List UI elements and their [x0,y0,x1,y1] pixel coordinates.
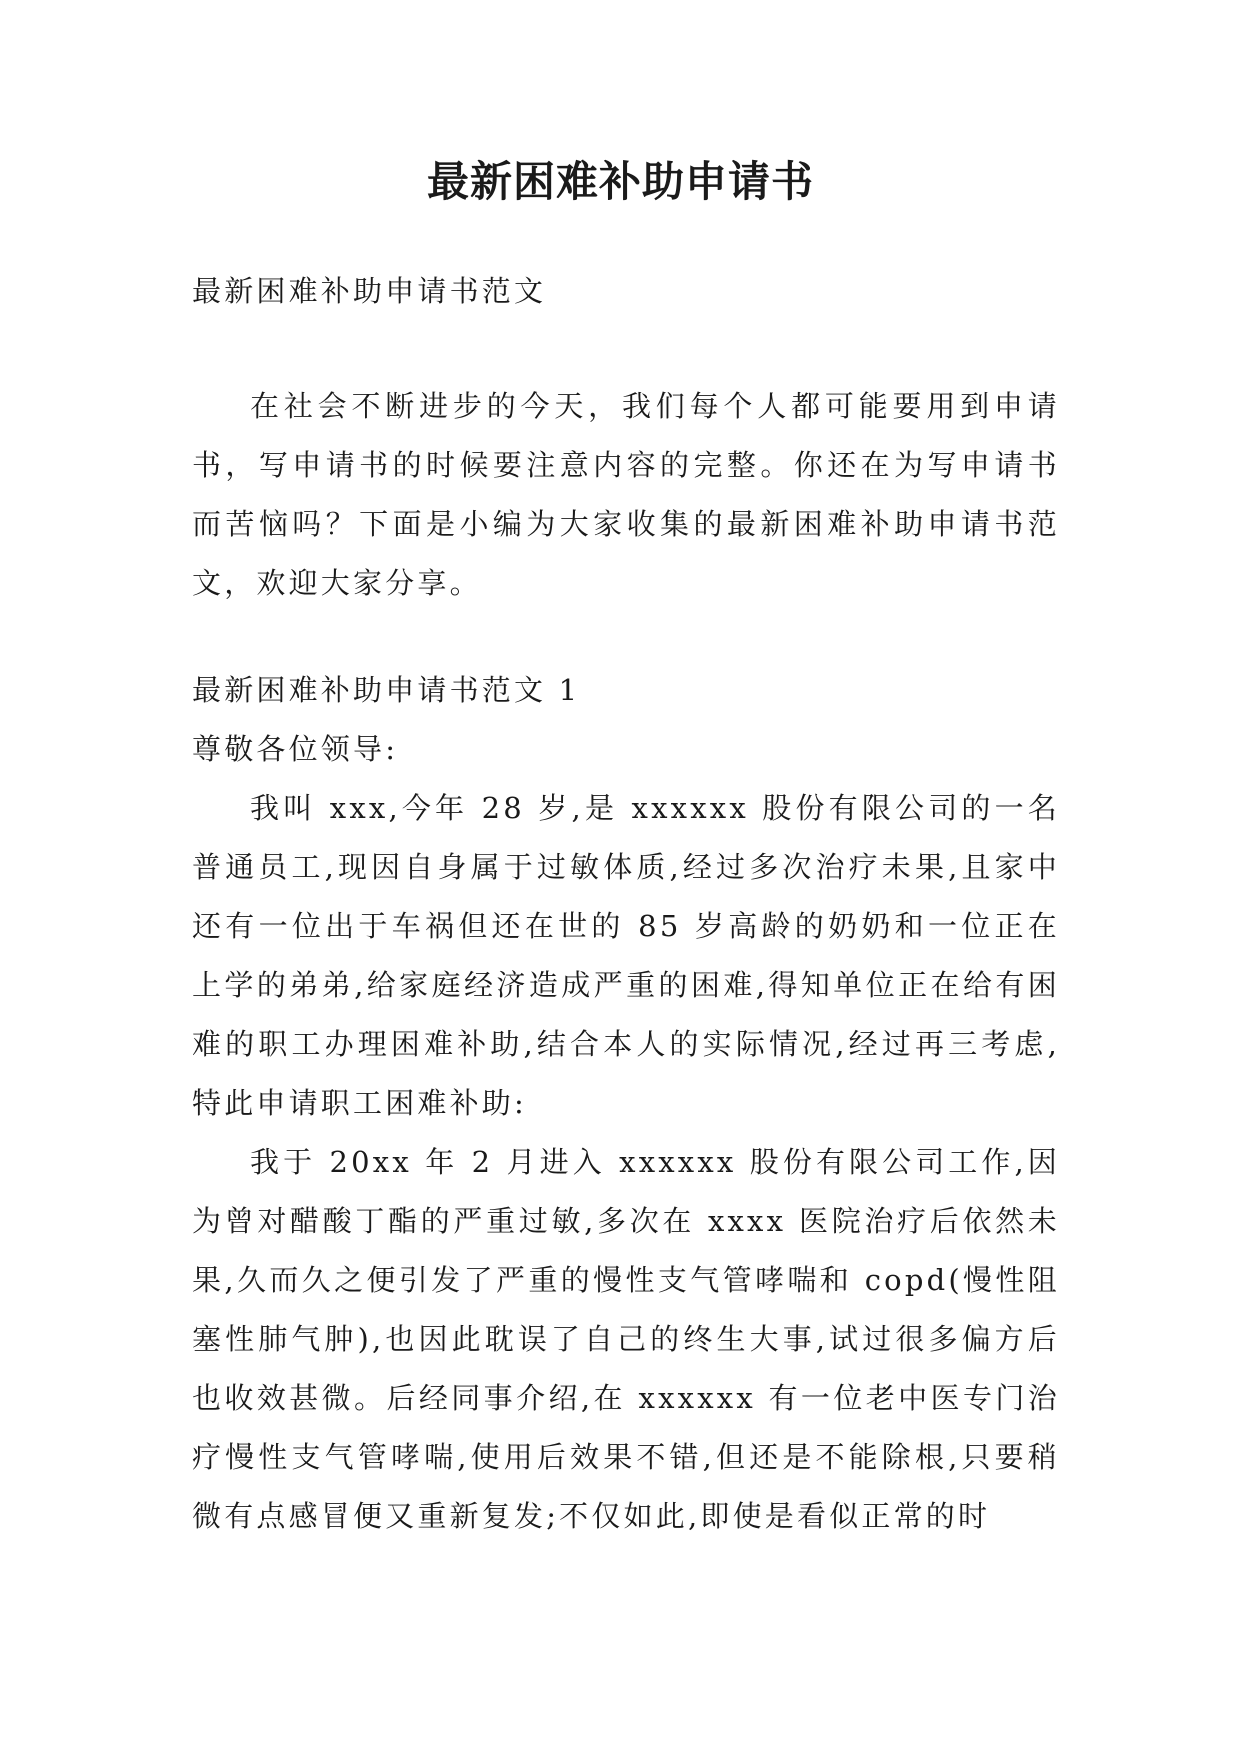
section-heading: 最新困难补助申请书范文 1 [192,673,581,707]
body-paragraph-2: 我于 20xx 年 2 月进入 xxxxxx 股份有限公司工作,因为曾对醋酸丁酯的严重过敏,多次在 xxxx 医院治疗后依然未果,久而久之便引发了严重的慢性支气管哮喘和 copd(慢性阻塞性肺气肿),也因此耽误了自己的终生大事,试过很多偏方后也收效甚微。后经同事介绍,在 xxxxxx 有一位老中医专门治疗慢性支气管哮喘,使用后效果不错,但还是不能除根,只要稍微有点感冒便又重新复发;不仅如此,即使是看似正常的时 [192,1145,1060,1533]
body-paragraph-1: 我叫 xxx,今年 28 岁,是 xxxxxx 股份有限公司的一名普通员工,现因自身属于过敏体质,经过多次治疗未果,且家中还有一位出于车祸但还在世的 85 岁高龄的奶奶和一位正在上学的弟弟,给家庭经济造成严重的困难,得知单位正在给有困难的职工办理困难补助,结合本人的实际情况,经过再三考虑,特此申请职工困难补助: [192,791,1060,1120]
document-body [192,262,1060,1546]
document-subtitle: 最新困难补助申请书范文 [192,274,547,308]
salutation: 尊敬各位领导: [192,732,399,766]
document-title: 最新困难补助申请书 [426,157,814,206]
intro-paragraph: 在社会不断进步的今天，我们每个人都可能要用到申请书，写申请书的时候要注意内容的完整。你还在为写申请书而苦恼吗？下面是小编为大家收集的最新困难补助申请书范文，欢迎大家分享。 [192,389,1060,600]
